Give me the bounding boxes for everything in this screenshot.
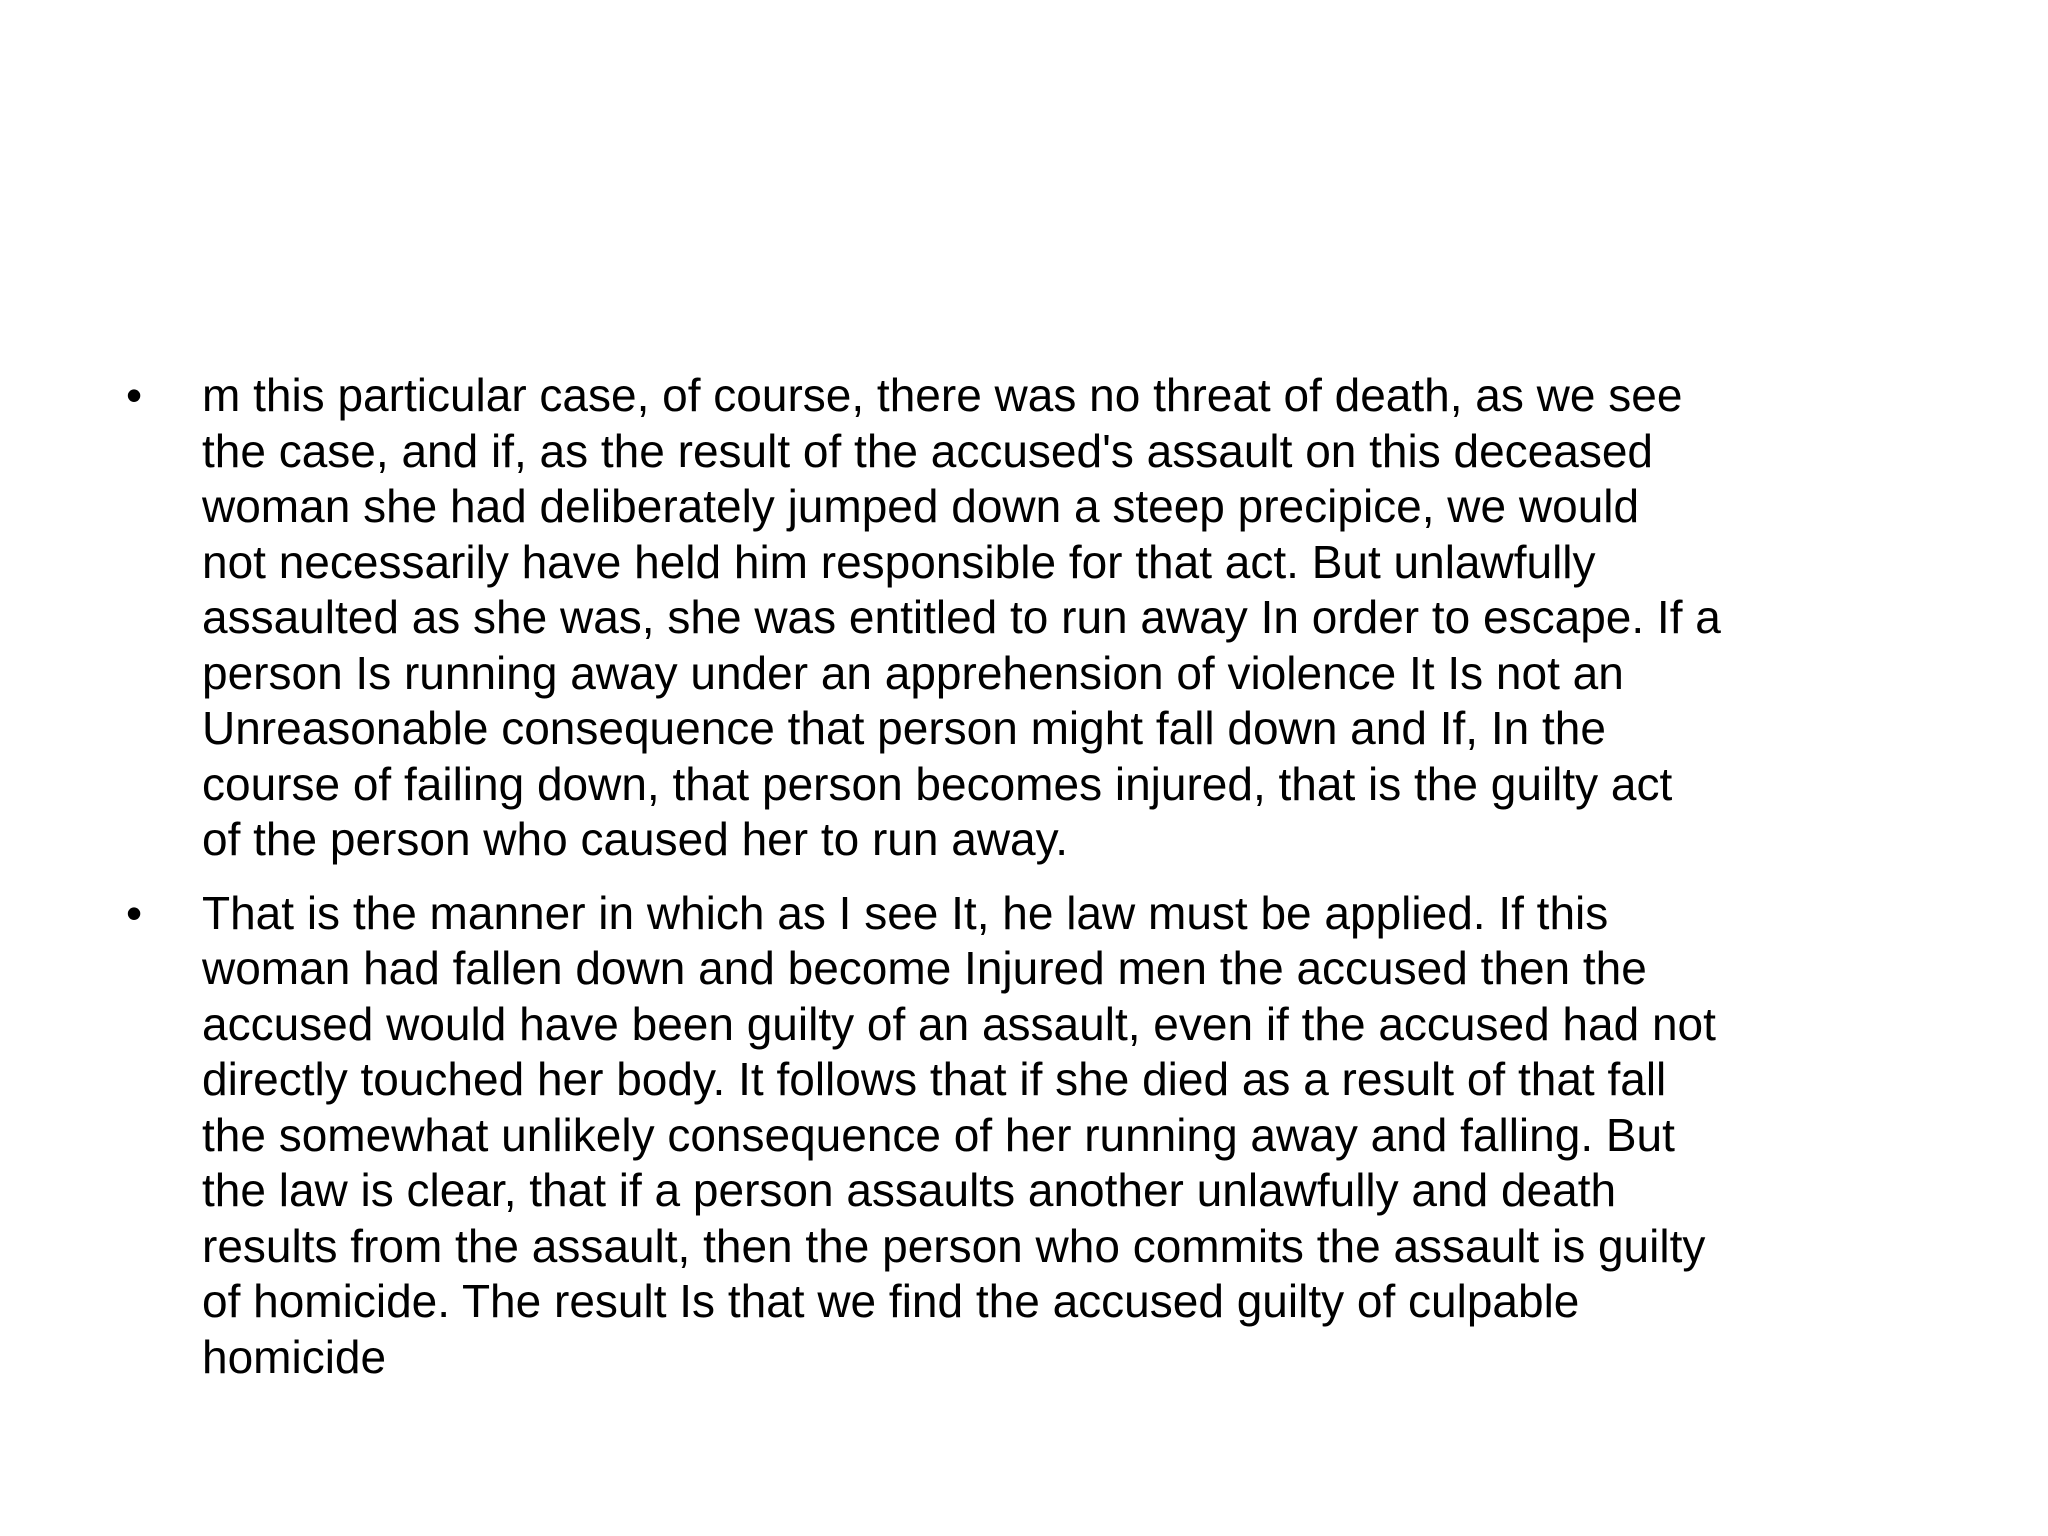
slide-body	[118, 368, 1998, 1403]
bullet-item-2	[118, 886, 1998, 1386]
bullet-marker: •	[126, 886, 143, 939]
bullet-list	[118, 368, 1998, 1385]
bullet-text: That is the manner in which as I see It, he law must be applied. If this woman had fallen down and become Injured men the accused then the accused would have been guilty of an assault, even if the accused had not directly touched her body. It follows that if she died as a result of that fall the somewhat unlikely consequence of her running away and falling. But the law is clear, that if a person assaults another unlawfully and death results from the assault, then the person who commits the assault is guilty of homicide. The result Is that we find the accused guilty of culpable homicide	[202, 886, 1716, 1383]
bullet-item-1	[118, 368, 1998, 868]
bullet-marker: •	[126, 369, 143, 421]
bullet-text: m this particular case, of course, there was no threat of death, as we see the case, and if, as the result of the accused's assault on this deceased woman she had deliberately jumped down a steep precipice, we would not necessarily have held him responsible for that act. But unlawfully assaulted as she was, she was entitled to run away In order to escape. If a person Is running away under an apprehension of violence It Is not an Unreasonable consequence that person might fall down and If, In the course of failing down, that person becomes injured, that is the guilty act of the person who caused her to run away.	[202, 369, 1721, 865]
